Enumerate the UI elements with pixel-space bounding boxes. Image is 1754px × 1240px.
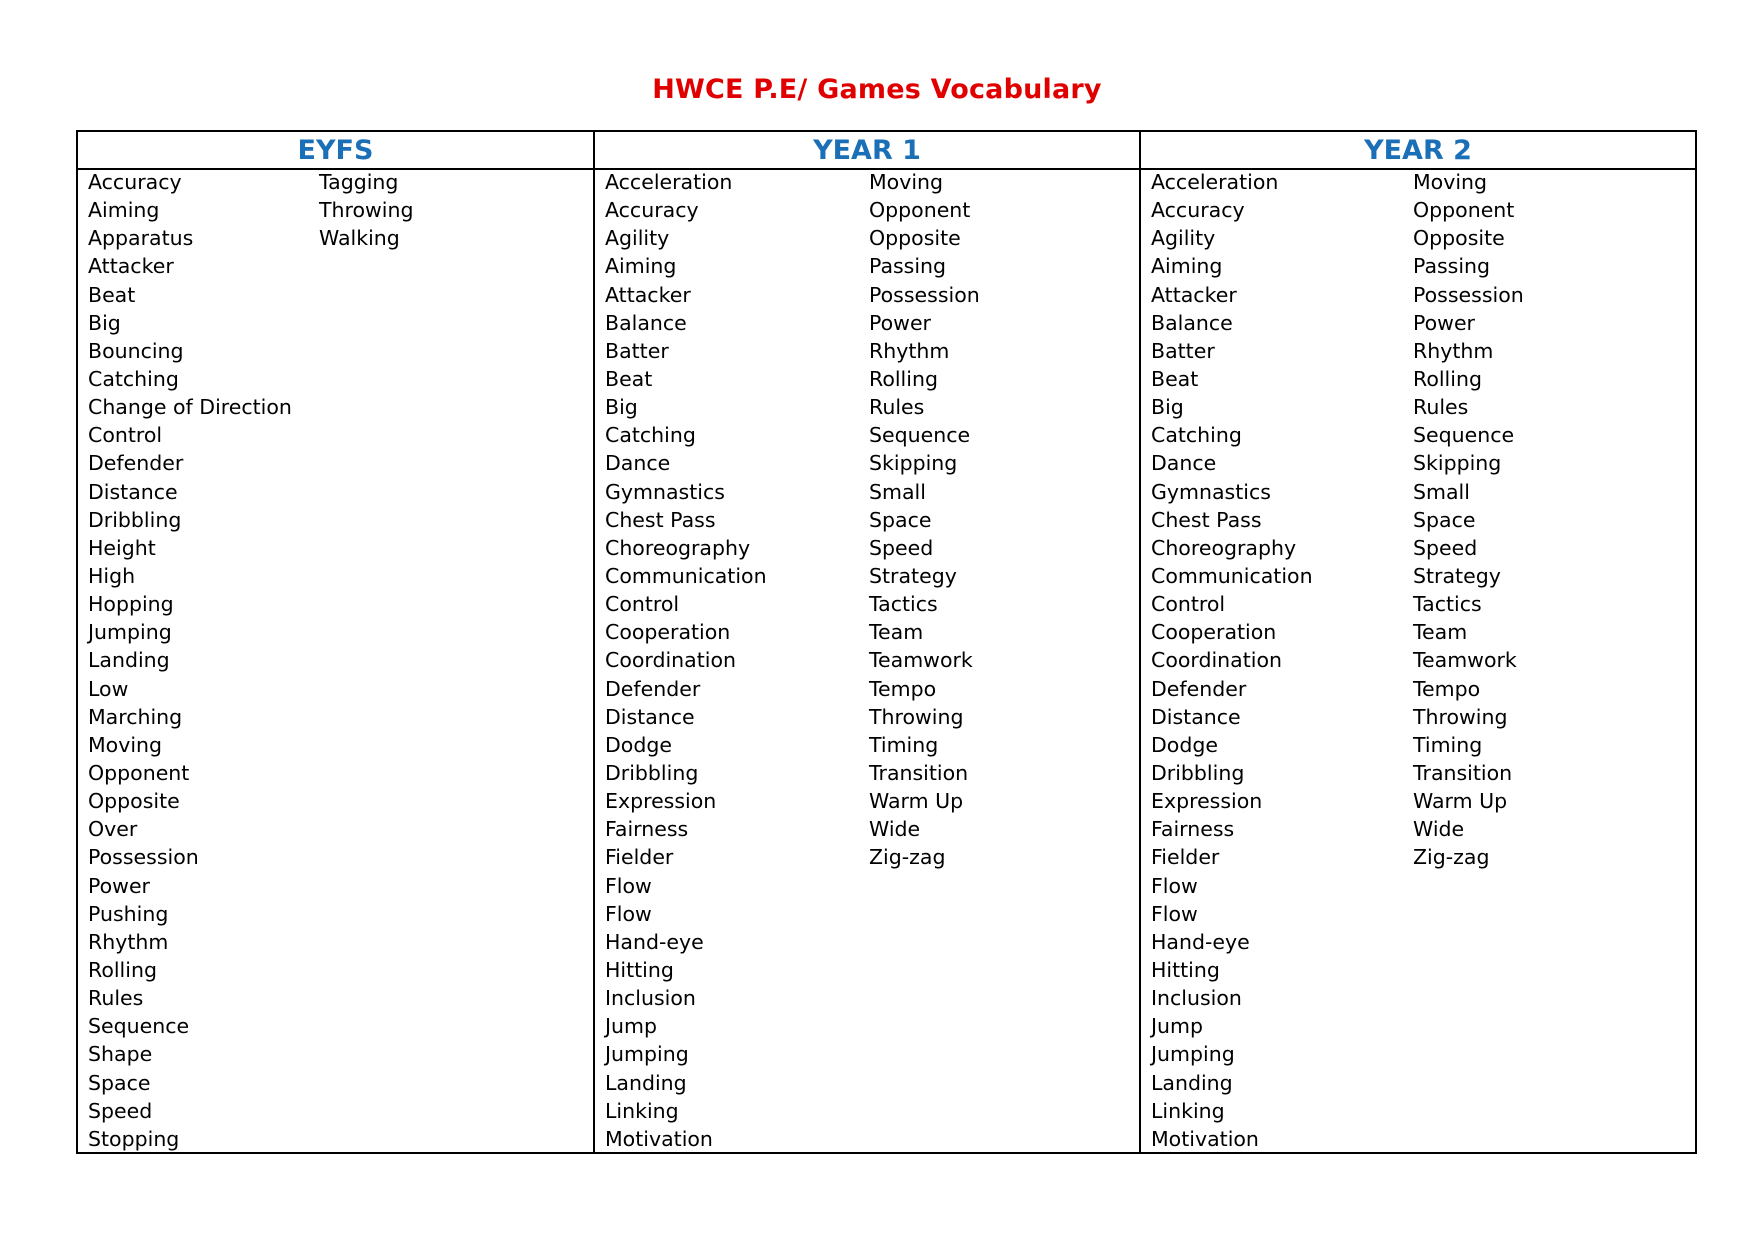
- vocabulary-word: Opponent: [869, 198, 971, 223]
- vocabulary-word: Agility: [1151, 226, 1216, 251]
- vocabulary-word: Big: [1151, 395, 1184, 420]
- vocabulary-word: Timing: [1413, 732, 1483, 757]
- vocabulary-word: Sequence: [1413, 423, 1515, 448]
- vocabulary-word: Hopping: [88, 592, 174, 617]
- vocabulary-word: Attacker: [1151, 282, 1237, 307]
- vocabulary-word: Opponent: [1413, 198, 1515, 223]
- vocabulary-word: High: [88, 563, 136, 588]
- year-1-word-list-b: [869, 168, 980, 872]
- vocabulary-word: Tempo: [869, 676, 937, 701]
- vocabulary-word: Landing: [1151, 1070, 1233, 1095]
- vocabulary-word: Strategy: [869, 563, 957, 588]
- vocabulary-word: Defender: [1151, 676, 1247, 701]
- vocabulary-word: Cooperation: [605, 620, 731, 645]
- page-title: HWCE P.E/ Games Vocabulary: [652, 74, 1102, 105]
- vocabulary-word: Stopping: [88, 1126, 180, 1151]
- column-header-eyfs: EYFS: [297, 135, 374, 166]
- vocabulary-word: Control: [1151, 592, 1226, 617]
- vocabulary-word: Control: [605, 592, 680, 617]
- vocabulary-word: Distance: [1151, 704, 1241, 729]
- vocabulary-word: Chest Pass: [605, 507, 716, 532]
- vocabulary-word: Rolling: [1413, 366, 1482, 391]
- vocabulary-word: Speed: [88, 1098, 153, 1123]
- vocabulary-word: Walking: [319, 226, 400, 251]
- vocabulary-word: Rhythm: [869, 338, 950, 363]
- vocabulary-word: Catching: [1151, 423, 1242, 448]
- vocabulary-word: Small: [1413, 479, 1470, 504]
- vocabulary-word: Gymnastics: [605, 479, 725, 504]
- vocabulary-word: Height: [88, 535, 156, 560]
- vocabulary-word: Aiming: [88, 198, 160, 223]
- vocabulary-word: Expression: [1151, 789, 1263, 814]
- vocabulary-word: Defender: [605, 676, 701, 701]
- vocabulary-word: Expression: [605, 789, 717, 814]
- vocabulary-word: Apparatus: [88, 226, 194, 251]
- vocabulary-word: Hitting: [605, 957, 674, 982]
- vocabulary-word: Chest Pass: [1151, 507, 1262, 532]
- vocabulary-word: Tactics: [869, 592, 938, 617]
- vocabulary-word: Batter: [1151, 338, 1215, 363]
- vocabulary-word: Space: [88, 1070, 151, 1095]
- vocabulary-word: Throwing: [319, 198, 414, 223]
- vocabulary-word: Gymnastics: [1151, 479, 1271, 504]
- vocabulary-word: Motivation: [605, 1126, 713, 1151]
- vocabulary-word: Opponent: [88, 760, 190, 785]
- year-2-word-list-a: [1151, 168, 1313, 1153]
- vocabulary-word: Dodge: [1151, 732, 1218, 757]
- vocabulary-word: Speed: [869, 535, 934, 560]
- vocabulary-word: Fielder: [605, 845, 674, 870]
- vocabulary-word: Shape: [88, 1042, 153, 1067]
- vocabulary-word: Fielder: [1151, 845, 1220, 870]
- vocabulary-word: Flow: [1151, 901, 1198, 926]
- vocabulary-word: Landing: [605, 1070, 687, 1095]
- column-divider-1: [593, 132, 595, 1152]
- vocabulary-word: Communication: [1151, 563, 1313, 588]
- vocabulary-word: Flow: [605, 901, 652, 926]
- vocabulary-word: Flow: [1151, 873, 1198, 898]
- vocabulary-word: Dodge: [605, 732, 672, 757]
- vocabulary-word: Rules: [869, 395, 925, 420]
- vocabulary-word: Pushing: [88, 901, 169, 926]
- eyfs-word-list-b: [319, 168, 414, 252]
- vocabulary-word: Opposite: [1413, 226, 1505, 251]
- vocabulary-word: Catching: [88, 366, 179, 391]
- vocabulary-word: Moving: [869, 170, 944, 194]
- vocabulary-word: Rhythm: [88, 929, 169, 954]
- vocabulary-word: Skipping: [869, 451, 958, 476]
- vocabulary-word: Passing: [869, 254, 947, 279]
- vocabulary-word: Aiming: [1151, 254, 1223, 279]
- vocabulary-word: Distance: [88, 479, 178, 504]
- vocabulary-word: Hand-eye: [605, 929, 704, 954]
- vocabulary-word: Big: [605, 395, 638, 420]
- vocabulary-word: Opposite: [88, 789, 180, 814]
- vocabulary-word: Attacker: [88, 254, 174, 279]
- vocabulary-word: Warm Up: [1413, 789, 1508, 814]
- vocabulary-word: Strategy: [1413, 563, 1501, 588]
- vocabulary-word: Coordination: [1151, 648, 1282, 673]
- vocabulary-word: Choreography: [1151, 535, 1297, 560]
- vocabulary-word: Bouncing: [88, 338, 184, 363]
- vocabulary-word: Transition: [1413, 760, 1513, 785]
- vocabulary-word: Throwing: [1413, 704, 1508, 729]
- vocabulary-word: Dance: [605, 451, 671, 476]
- vocabulary-word: Rules: [1413, 395, 1469, 420]
- vocabulary-word: Change of Direction: [88, 395, 292, 420]
- vocabulary-word: Acceleration: [605, 170, 733, 194]
- vocabulary-word: Rules: [88, 986, 144, 1011]
- vocabulary-word: Balance: [605, 310, 687, 335]
- vocabulary-word: Possession: [869, 282, 980, 307]
- column-header-year-1: YEAR 1: [813, 135, 921, 166]
- vocabulary-table: [76, 130, 1697, 1154]
- vocabulary-word: Rolling: [869, 366, 938, 391]
- vocabulary-word: Distance: [605, 704, 695, 729]
- vocabulary-word: Motivation: [1151, 1126, 1259, 1151]
- vocabulary-word: Possession: [1413, 282, 1524, 307]
- vocabulary-word: Over: [88, 817, 138, 842]
- vocabulary-word: Team: [1413, 620, 1468, 645]
- vocabulary-word: Throwing: [869, 704, 964, 729]
- vocabulary-word: Wide: [869, 817, 921, 842]
- vocabulary-word: Dribbling: [1151, 760, 1245, 785]
- vocabulary-word: Catching: [605, 423, 696, 448]
- vocabulary-word: Zig-zag: [1413, 845, 1490, 870]
- vocabulary-word: Teamwork: [1413, 648, 1517, 673]
- vocabulary-word: Space: [869, 507, 932, 532]
- vocabulary-word: Communication: [605, 563, 767, 588]
- vocabulary-word: Fairness: [605, 817, 689, 842]
- vocabulary-word: Speed: [1413, 535, 1478, 560]
- vocabulary-word: Linking: [1151, 1098, 1225, 1123]
- vocabulary-word: Zig-zag: [869, 845, 946, 870]
- vocabulary-word: Cooperation: [1151, 620, 1277, 645]
- vocabulary-word: Low: [88, 676, 129, 701]
- vocabulary-word: Wide: [1413, 817, 1465, 842]
- vocabulary-word: Hand-eye: [1151, 929, 1250, 954]
- vocabulary-word: Beat: [605, 366, 653, 391]
- vocabulary-word: Dribbling: [88, 507, 182, 532]
- vocabulary-word: Flow: [605, 873, 652, 898]
- vocabulary-word: Aiming: [605, 254, 677, 279]
- vocabulary-word: Jump: [1151, 1014, 1204, 1039]
- vocabulary-word: Timing: [869, 732, 939, 757]
- vocabulary-word: Batter: [605, 338, 669, 363]
- vocabulary-word: Team: [869, 620, 924, 645]
- vocabulary-word: Agility: [605, 226, 670, 251]
- vocabulary-word: Sequence: [869, 423, 971, 448]
- vocabulary-word: Accuracy: [605, 198, 699, 223]
- vocabulary-word: Space: [1413, 507, 1476, 532]
- vocabulary-word: Linking: [605, 1098, 679, 1123]
- vocabulary-word: Defender: [88, 451, 184, 476]
- vocabulary-word: Jumping: [605, 1042, 689, 1067]
- vocabulary-word: Inclusion: [605, 986, 696, 1011]
- vocabulary-word: Jumping: [88, 620, 172, 645]
- eyfs-word-list-a: [88, 168, 292, 1153]
- vocabulary-word: Accuracy: [88, 170, 182, 194]
- vocabulary-word: Beat: [1151, 366, 1199, 391]
- vocabulary-word: Hitting: [1151, 957, 1220, 982]
- year-1-word-list-a: [605, 168, 767, 1153]
- vocabulary-word: Inclusion: [1151, 986, 1242, 1011]
- vocabulary-word: Dribbling: [605, 760, 699, 785]
- vocabulary-word: Tagging: [319, 170, 399, 194]
- vocabulary-word: Power: [1413, 310, 1475, 335]
- column-divider-2: [1139, 132, 1141, 1152]
- vocabulary-word: Attacker: [605, 282, 691, 307]
- year-2-word-list-b: [1413, 168, 1524, 872]
- vocabulary-word: Marching: [88, 704, 183, 729]
- vocabulary-word: Power: [88, 873, 150, 898]
- vocabulary-word: Coordination: [605, 648, 736, 673]
- vocabulary-word: Opposite: [869, 226, 961, 251]
- vocabulary-word: Beat: [88, 282, 136, 307]
- vocabulary-word: Jumping: [1151, 1042, 1235, 1067]
- vocabulary-word: Control: [88, 423, 163, 448]
- vocabulary-word: Accuracy: [1151, 198, 1245, 223]
- vocabulary-word: Passing: [1413, 254, 1491, 279]
- vocabulary-word: Choreography: [605, 535, 751, 560]
- vocabulary-word: Power: [869, 310, 931, 335]
- vocabulary-word: Rhythm: [1413, 338, 1494, 363]
- vocabulary-word: Skipping: [1413, 451, 1502, 476]
- vocabulary-word: Big: [88, 310, 121, 335]
- vocabulary-word: Acceleration: [1151, 170, 1279, 194]
- vocabulary-word: Small: [869, 479, 926, 504]
- vocabulary-word: Moving: [1413, 170, 1488, 194]
- vocabulary-word: Landing: [88, 648, 170, 673]
- vocabulary-word: Tactics: [1413, 592, 1482, 617]
- vocabulary-word: Moving: [88, 732, 163, 757]
- vocabulary-word: Jump: [605, 1014, 658, 1039]
- vocabulary-word: Fairness: [1151, 817, 1235, 842]
- vocabulary-word: Possession: [88, 845, 199, 870]
- vocabulary-word: Tempo: [1413, 676, 1481, 701]
- vocabulary-word: Transition: [869, 760, 969, 785]
- vocabulary-word: Balance: [1151, 310, 1233, 335]
- vocabulary-word: Rolling: [88, 957, 157, 982]
- vocabulary-word: Teamwork: [869, 648, 973, 673]
- vocabulary-word: Dance: [1151, 451, 1217, 476]
- vocabulary-word: Sequence: [88, 1014, 190, 1039]
- column-header-year-2: YEAR 2: [1364, 135, 1472, 166]
- vocabulary-word: Warm Up: [869, 789, 964, 814]
